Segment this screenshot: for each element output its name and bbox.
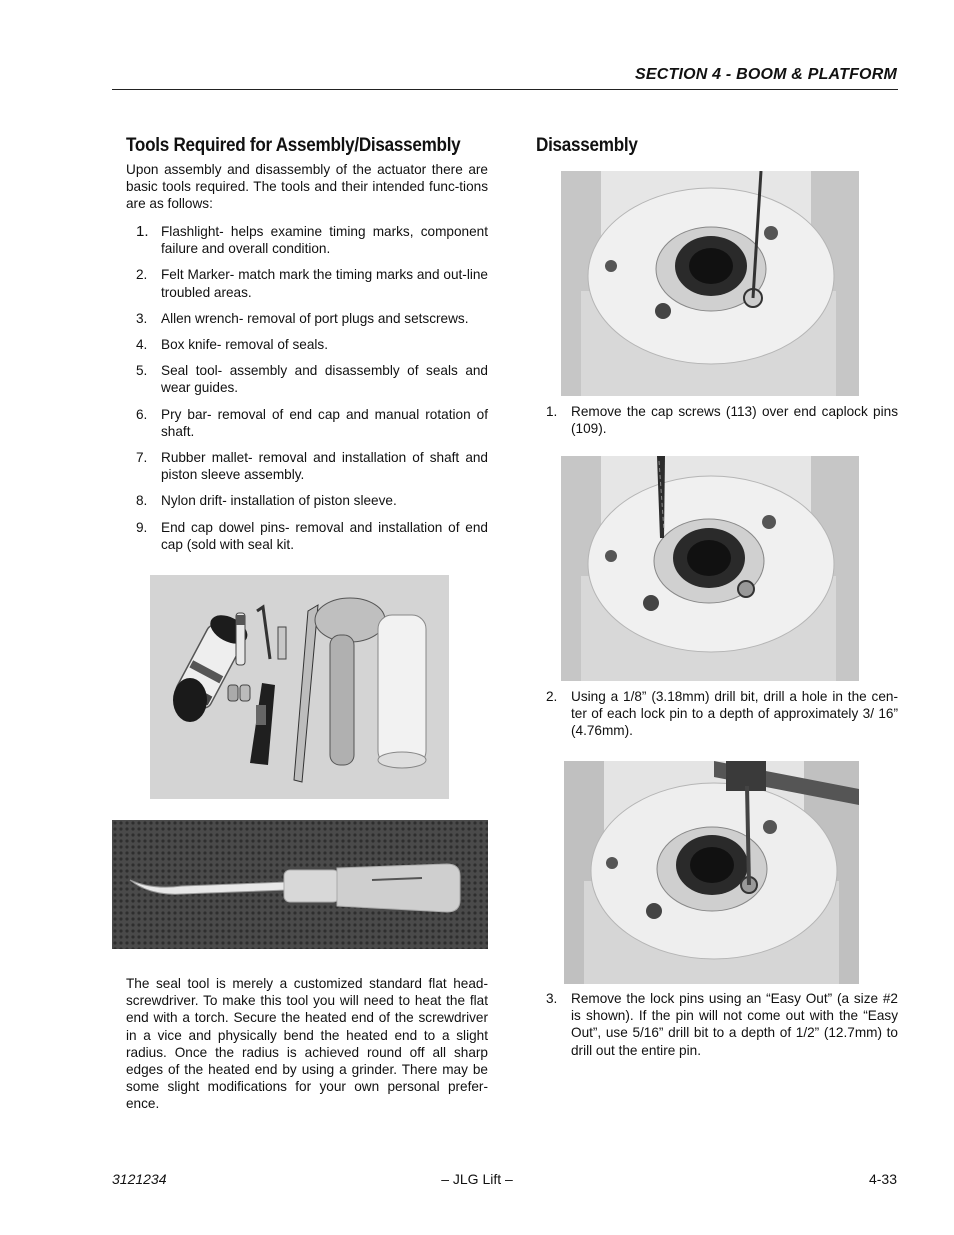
list-number: 1. bbox=[136, 223, 149, 240]
list-number: 8. bbox=[136, 493, 148, 509]
footer-center: – JLG Lift – bbox=[441, 1171, 513, 1187]
tools-heading: Tools Required for Assembly/Disassembly bbox=[126, 135, 461, 156]
step-number: 2. bbox=[546, 689, 558, 704]
header-rule bbox=[112, 89, 898, 90]
step2-photo bbox=[561, 456, 859, 681]
list-text: Flashlight- helps examine timing marks, component failure and overall condition. bbox=[161, 224, 488, 257]
list-text: Nylon drift- installation of piston sleeve. bbox=[161, 493, 397, 509]
list-item bbox=[136, 406, 488, 440]
list-text: Rubber mallet- removal and installation of shaft and piston sleeve assembly. bbox=[161, 450, 488, 483]
seal-tool-paragraph: The seal tool is merely a customized standard flat head-screwdriver. To make this tool you will need to heat the flat end with a torch. Secure the heated end of the screwdriver in a vice and physically bend the heated end to a slight radius. Once the radius is achieved round off all sharp edges of the heated end by using a grinder. There may be some slight modifications for your own personal prefer-ence. bbox=[126, 976, 488, 1112]
list-text: Felt Marker- match mark the timing marks and out-line troubled areas. bbox=[161, 267, 488, 300]
list-number: 3. bbox=[136, 310, 148, 326]
disassembly-heading: Disassembly bbox=[536, 135, 638, 156]
page-number: 4-33 bbox=[868, 1171, 897, 1187]
step3-caption bbox=[546, 990, 898, 1059]
list-text: Pry bar- removal of end cap and manual rotation of shaft. bbox=[161, 406, 488, 439]
list-item bbox=[136, 310, 488, 327]
step-text: Remove the lock pins using an “Easy Out” (a size #2 is shown). If the pin will not come out with the “Easy Out”, use 5/16” drill bit to a depth of 1/2” (12.7mm) to drill out the entire pin. bbox=[571, 991, 898, 1058]
list-number: 2. bbox=[136, 267, 148, 283]
seal-tool-photo bbox=[112, 820, 488, 949]
list-item bbox=[136, 223, 488, 257]
list-item bbox=[136, 362, 488, 396]
list-number: 9. bbox=[136, 519, 148, 535]
step2-caption bbox=[546, 688, 898, 740]
list-text: Seal tool- assembly and disassembly of seals and wear guides. bbox=[161, 363, 488, 396]
step-text: Remove the cap screws (113) over end caplock pins (109). bbox=[571, 404, 898, 437]
step3-photo bbox=[564, 761, 859, 984]
list-number: 6. bbox=[136, 406, 148, 422]
step1-caption bbox=[546, 403, 898, 437]
list-text: Allen wrench- removal of port plugs and setscrews. bbox=[161, 310, 469, 326]
section-title: SECTION 4 - BOOM & PLATFORM bbox=[635, 66, 897, 83]
doc-number: 3121234 bbox=[112, 1171, 167, 1187]
list-text: Box knife- removal of seals. bbox=[161, 337, 328, 353]
step-number: 1. bbox=[546, 404, 558, 419]
list-item bbox=[136, 519, 488, 553]
list-number: 4. bbox=[136, 337, 148, 353]
tools-intro: Upon assembly and disassembly of the actuator there are basic tools required. The tools and their intended func-tions are as follows: bbox=[126, 162, 488, 212]
list-item bbox=[136, 266, 488, 300]
list-item bbox=[136, 492, 488, 509]
tools-photo bbox=[150, 575, 449, 799]
tools-list bbox=[136, 223, 488, 553]
list-item bbox=[136, 336, 488, 353]
list-item bbox=[136, 449, 488, 483]
list-text: End cap dowel pins- removal and installation of end cap (sold with seal kit. bbox=[161, 519, 488, 552]
step1-photo bbox=[561, 171, 859, 396]
list-number: 5. bbox=[136, 363, 148, 379]
step-text: Using a 1/8” (3.18mm) drill bit, drill a hole in the cen-ter of each lock pin to a depth of approximately 3/ 16” (4.76mm). bbox=[571, 689, 898, 739]
list-number: 7. bbox=[136, 450, 148, 466]
step-number: 3. bbox=[546, 991, 558, 1006]
